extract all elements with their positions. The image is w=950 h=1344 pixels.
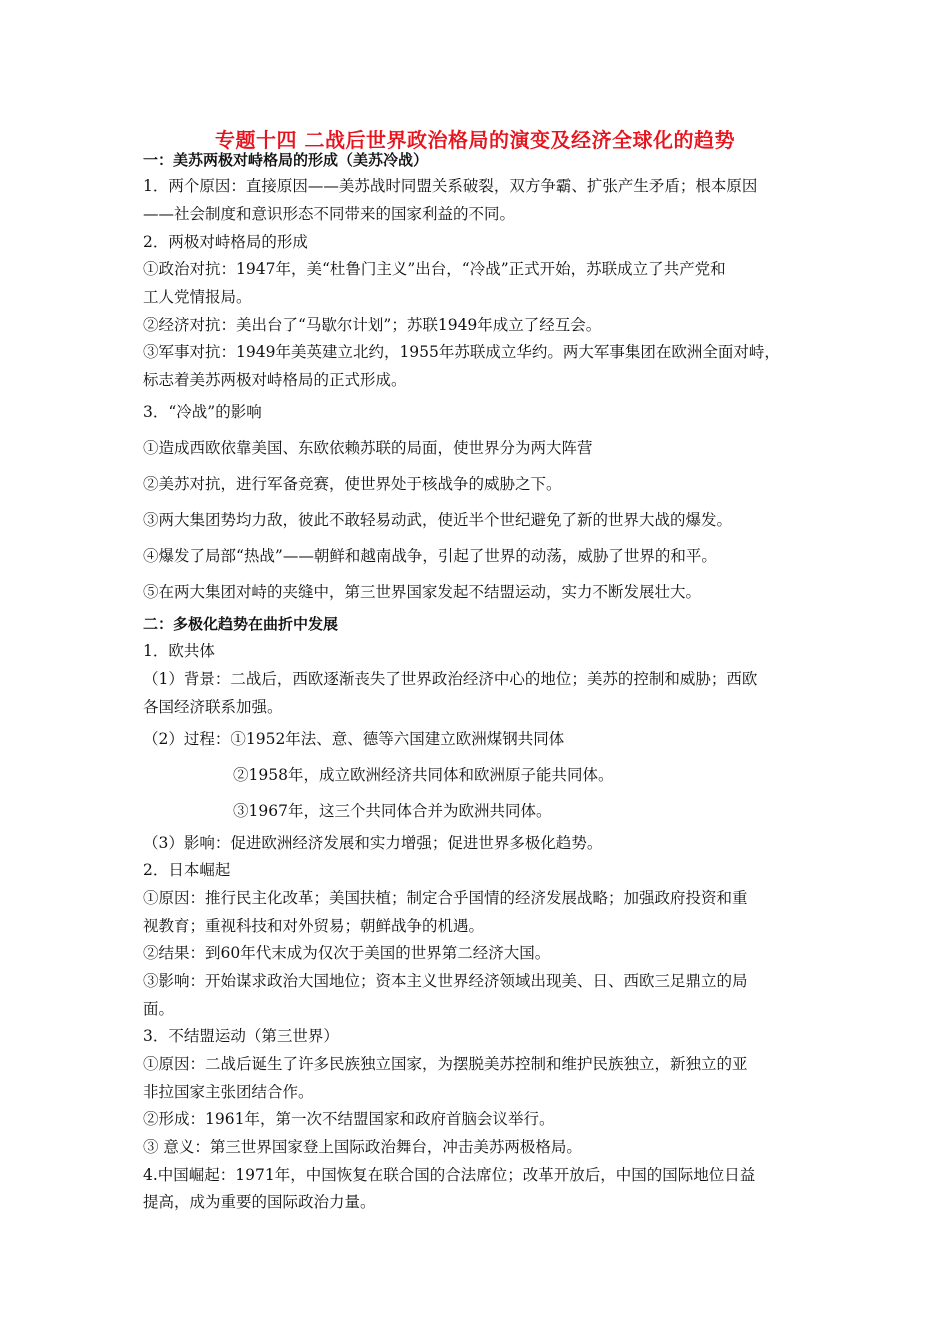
text-line: ④爆发了局部“热战”——朝鲜和越南战争，引起了世界的动荡，威胁了世界的和平。 [143,547,717,565]
text-line: ②结果：到60年代末成为仅次于美国的世界第二经济大国。 [143,944,551,962]
text-line: （1）背景：二战后，西欧逐渐丧失了世界政治经济中心的地位；美苏的控制和威胁；西欧 [143,670,758,688]
text-line: 2．两极对峙格局的形成 [143,233,308,251]
text-line: 视教育；重视科技和对外贸易；朝鲜战争的机遇。 [143,917,485,935]
text-line: ③影响：开始谋求政治大国地位；资本主义世界经济领域出现美、日、西欧三足鼎立的局 [143,972,748,990]
text-line: ①原因：推行民主化改革；美国扶植；制定合乎国情的经济发展战略；加强政府投资和重 [143,889,748,907]
text-line: 1．欧共体 [143,642,215,660]
text-line: ③1967年，这三个共同体合并为欧洲共同体。 [233,802,552,820]
text-line: ①造成西欧依靠美国、东欧依赖苏联的局面，使世界分为两大阵营 [143,439,593,457]
text-line: 4.中国崛起：1971年，中国恢复在联合国的合法席位；改革开放后，中国的国际地位日益 [143,1166,756,1184]
text-line: 工人党情报局。 [143,288,252,306]
text-line: 各国经济联系加强。 [143,698,283,716]
text-line: ②形成：1961年，第一次不结盟国家和政府首脑会议举行。 [143,1110,555,1128]
section-heading-2: 二：多极化趋势在曲折中发展 [143,615,339,633]
text-line: （3）影响：促进欧洲经济发展和实力增强；促进世界多极化趋势。 [143,834,603,852]
text-line: （2）过程：①1952年法、意、德等六国建立欧洲煤钢共同体 [143,730,565,748]
text-line: 3．不结盟运动（第三世界） [143,1027,339,1045]
text-line: ③两大集团势均力敌，彼此不敢轻易动武，使近半个世纪避免了新的世界大战的爆发。 [143,511,733,529]
text-line: 面。 [143,1000,175,1018]
text-line: ①政治对抗：1947年，美“杜鲁门主义”出台，“冷战”正式开始，苏联成立了共产党和 [143,260,726,278]
text-line: ②美苏对抗，进行军备竞赛，使世界处于核战争的威胁之下。 [143,475,562,493]
text-line: ②经济对抗：美出台了“马歇尔计划”；苏联1949年成立了经互会。 [143,316,602,334]
text-line: ——社会制度和意识形态不同带来的国家利益的不同。 [143,205,516,223]
section-heading-1: 一：美苏两极对峙格局的形成（美苏冷战） [143,151,429,169]
text-line: 标志着美苏两极对峙格局的正式形成。 [143,371,407,389]
text-line: ②1958年，成立欧洲经济共同体和欧洲原子能共同体。 [233,766,614,784]
text-line: ③ 意义：第三世界国家登上国际政治舞台，冲击美苏两极格局。 [143,1138,582,1156]
text-line: 2．日本崛起 [143,861,231,879]
text-line: ③军事对抗：1949年美英建立北约，1955年苏联成立华约。两大军事集团在欧洲全面对峙， [143,343,780,361]
text-line: 非拉国家主张团结合作。 [143,1083,314,1101]
text-line: 提高，成为重要的国际政治力量。 [143,1193,376,1211]
text-line: 1．两个原因：直接原因——美苏战时同盟关系破裂，双方争霸、扩张产生矛盾；根本原因 [143,177,758,195]
document-title: 专题十四 二战后世界政治格局的演变及经济全球化的趋势 [215,128,735,152]
text-line: ①原因：二战后诞生了许多民族独立国家，为摆脱美苏控制和维护民族独立，新独立的亚 [143,1055,748,1073]
text-line: 3．“冷战”的影响 [143,403,262,421]
text-line: ⑤在两大集团对峙的夹缝中，第三世界国家发起不结盟运动，实力不断发展壮大。 [143,583,702,601]
